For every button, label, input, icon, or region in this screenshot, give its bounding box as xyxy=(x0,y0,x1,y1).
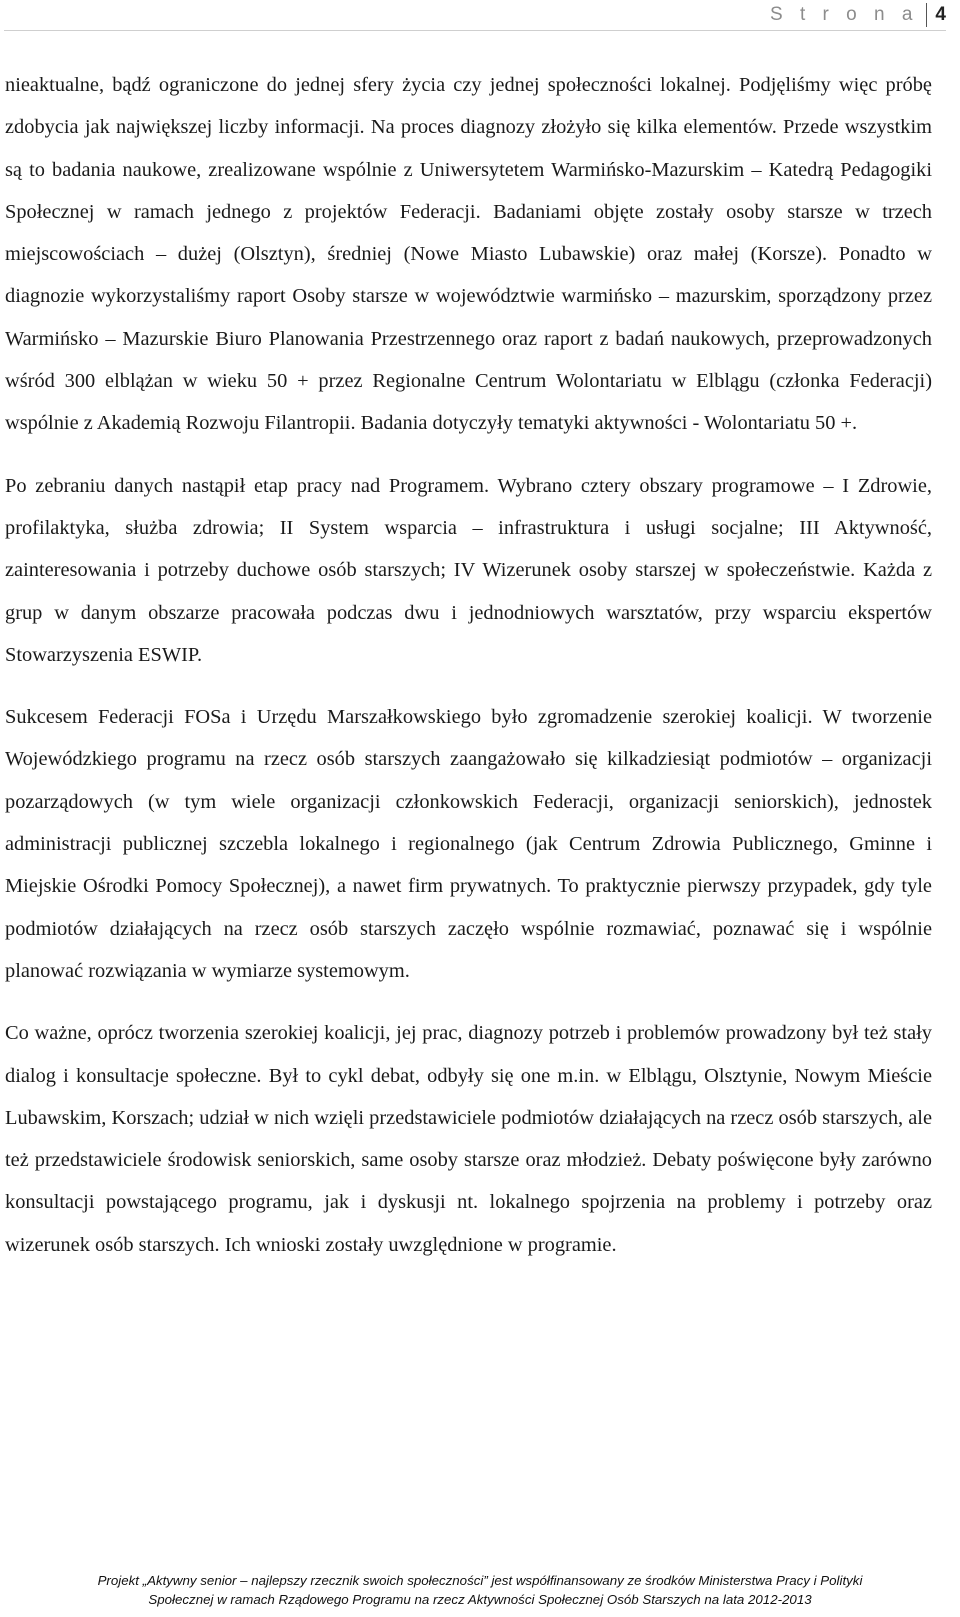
paragraph-program-work: Po zebraniu danych nastąpił etap pracy nad Programem. Wybrano cztery obszary programowe – I Zdrowie, profilaktyka, służba zdrowia; II System wsparcia – infrastruktura i usługi socjalne; III Aktywność, zainteresowania i potrzeby duchowe osób starszych; IV Wizerunek osoby starszej w społeczeństwie. Każda z grup w danym obszarze pracowała podczas dwu i jednodniowych warsztatów, przy wsparciu ekspertów Stowarzyszenia ESWIP. xyxy=(5,474,932,666)
header-rule xyxy=(4,30,946,31)
page-footer xyxy=(0,1571,960,1609)
document-body xyxy=(5,64,932,1286)
page-number: 4 xyxy=(935,4,946,25)
footer-line-2: Społecznej w ramach Rządowego Programu na rzecz Aktywności Społecznej Osób Starszych na lata 2012-2013 xyxy=(148,1592,812,1607)
page-label: S t r o n a xyxy=(770,4,919,25)
paragraph-diagnosis: nieaktualne, bądź ograniczone do jednej sfery życia czy jednej społeczności lokalnej. Podjęliśmy więc próbę zdobycia jak największej liczby informacji. Na proces diagnozy złożyło się kilka elementów. Przede wszystkim są to badania naukowe, zrealizowane wspólnie z Uniwersytetem Warmińsko-Mazurskim – Katedrą Pedagogiki Społecznej w ramach jednego z projektów Federacji. Badaniami objęte zostały osoby starsze w trzech miejscowościach – dużej (Olsztyn), średniej (Nowe Miasto Lubawskie) oraz małej (Korsze). Ponadto w diagnozie wykorzystaliśmy raport Osoby starsze w województwie warmińsko – mazurskim, sporządzony przez Warmińsko – Mazurskie Biuro Planowania Przestrzennego oraz raport z badań naukowych, przeprowadzonych wśród 300 elblążan w wieku 50 + przez Regionalne Centrum Wolontariatu w Elblągu (członka Federacji) wspólnie z Akademią Rozwoju Filantropii. Badania dotyczyły tematyki aktywności - Wolontariatu 50 +. xyxy=(5,74,932,435)
header-separator xyxy=(926,3,927,27)
paragraph-coalition: Sukcesem Federacji FOSa i Urzędu Marszałkowskiego było zgromadzenie szerokiej koalicji. W tworzenie Wojewódzkiego programu na rzecz osób starszych zaangażowało się kilkadziesiąt podmiotów – organizacji pozarządowych (w tym wiele organizacji członkowskich Federacji, organizacji seniorskich), jednostek administracji publicznej szczebla lokalnego i regionalnego (jak Centrum Zdrowia Publicznego, Gminne i Miejskie Ośrodki Pomocy Społecznej), a nawet firm prywatnych. To praktycznie pierwszy przypadek, gdy tyle podmiotów działających na rzecz osób starszych zaczęło wspólnie rozmawiać, poznawać się i wspólnie planować rozwiązania w wymiarze systemowym. xyxy=(5,706,932,982)
page-header xyxy=(770,2,946,28)
footer-line-1: Projekt „Aktywny senior – najlepszy rzecznik swoich społeczności” jest współfinansowany ze środków Ministerstwa Pracy i Polityki xyxy=(97,1573,863,1588)
paragraph-consultations: Co ważne, oprócz tworzenia szerokiej koalicji, jej prac, diagnozy potrzeb i problemów prowadzony był też stały dialog i konsultacje społeczne. Był to cykl debat, odbyły się one m.in. w Elblągu, Olsztynie, Nowym Mieście Lubawskim, Korszach; udział w nich wzięli przedstawiciele podmiotów działających na rzecz osób starszych, ale też przedstawiciele środowisk seniorskich, same osoby starsze oraz młodzież. Debaty poświęcone były zarówno konsultacji powstającego programu, jak i dyskusji nt. lokalnego spojrzenia na problemy i potrzeby oraz wizerunek osób starszych. Ich wnioski zostały uwzględnione w programie. xyxy=(5,1022,932,1256)
